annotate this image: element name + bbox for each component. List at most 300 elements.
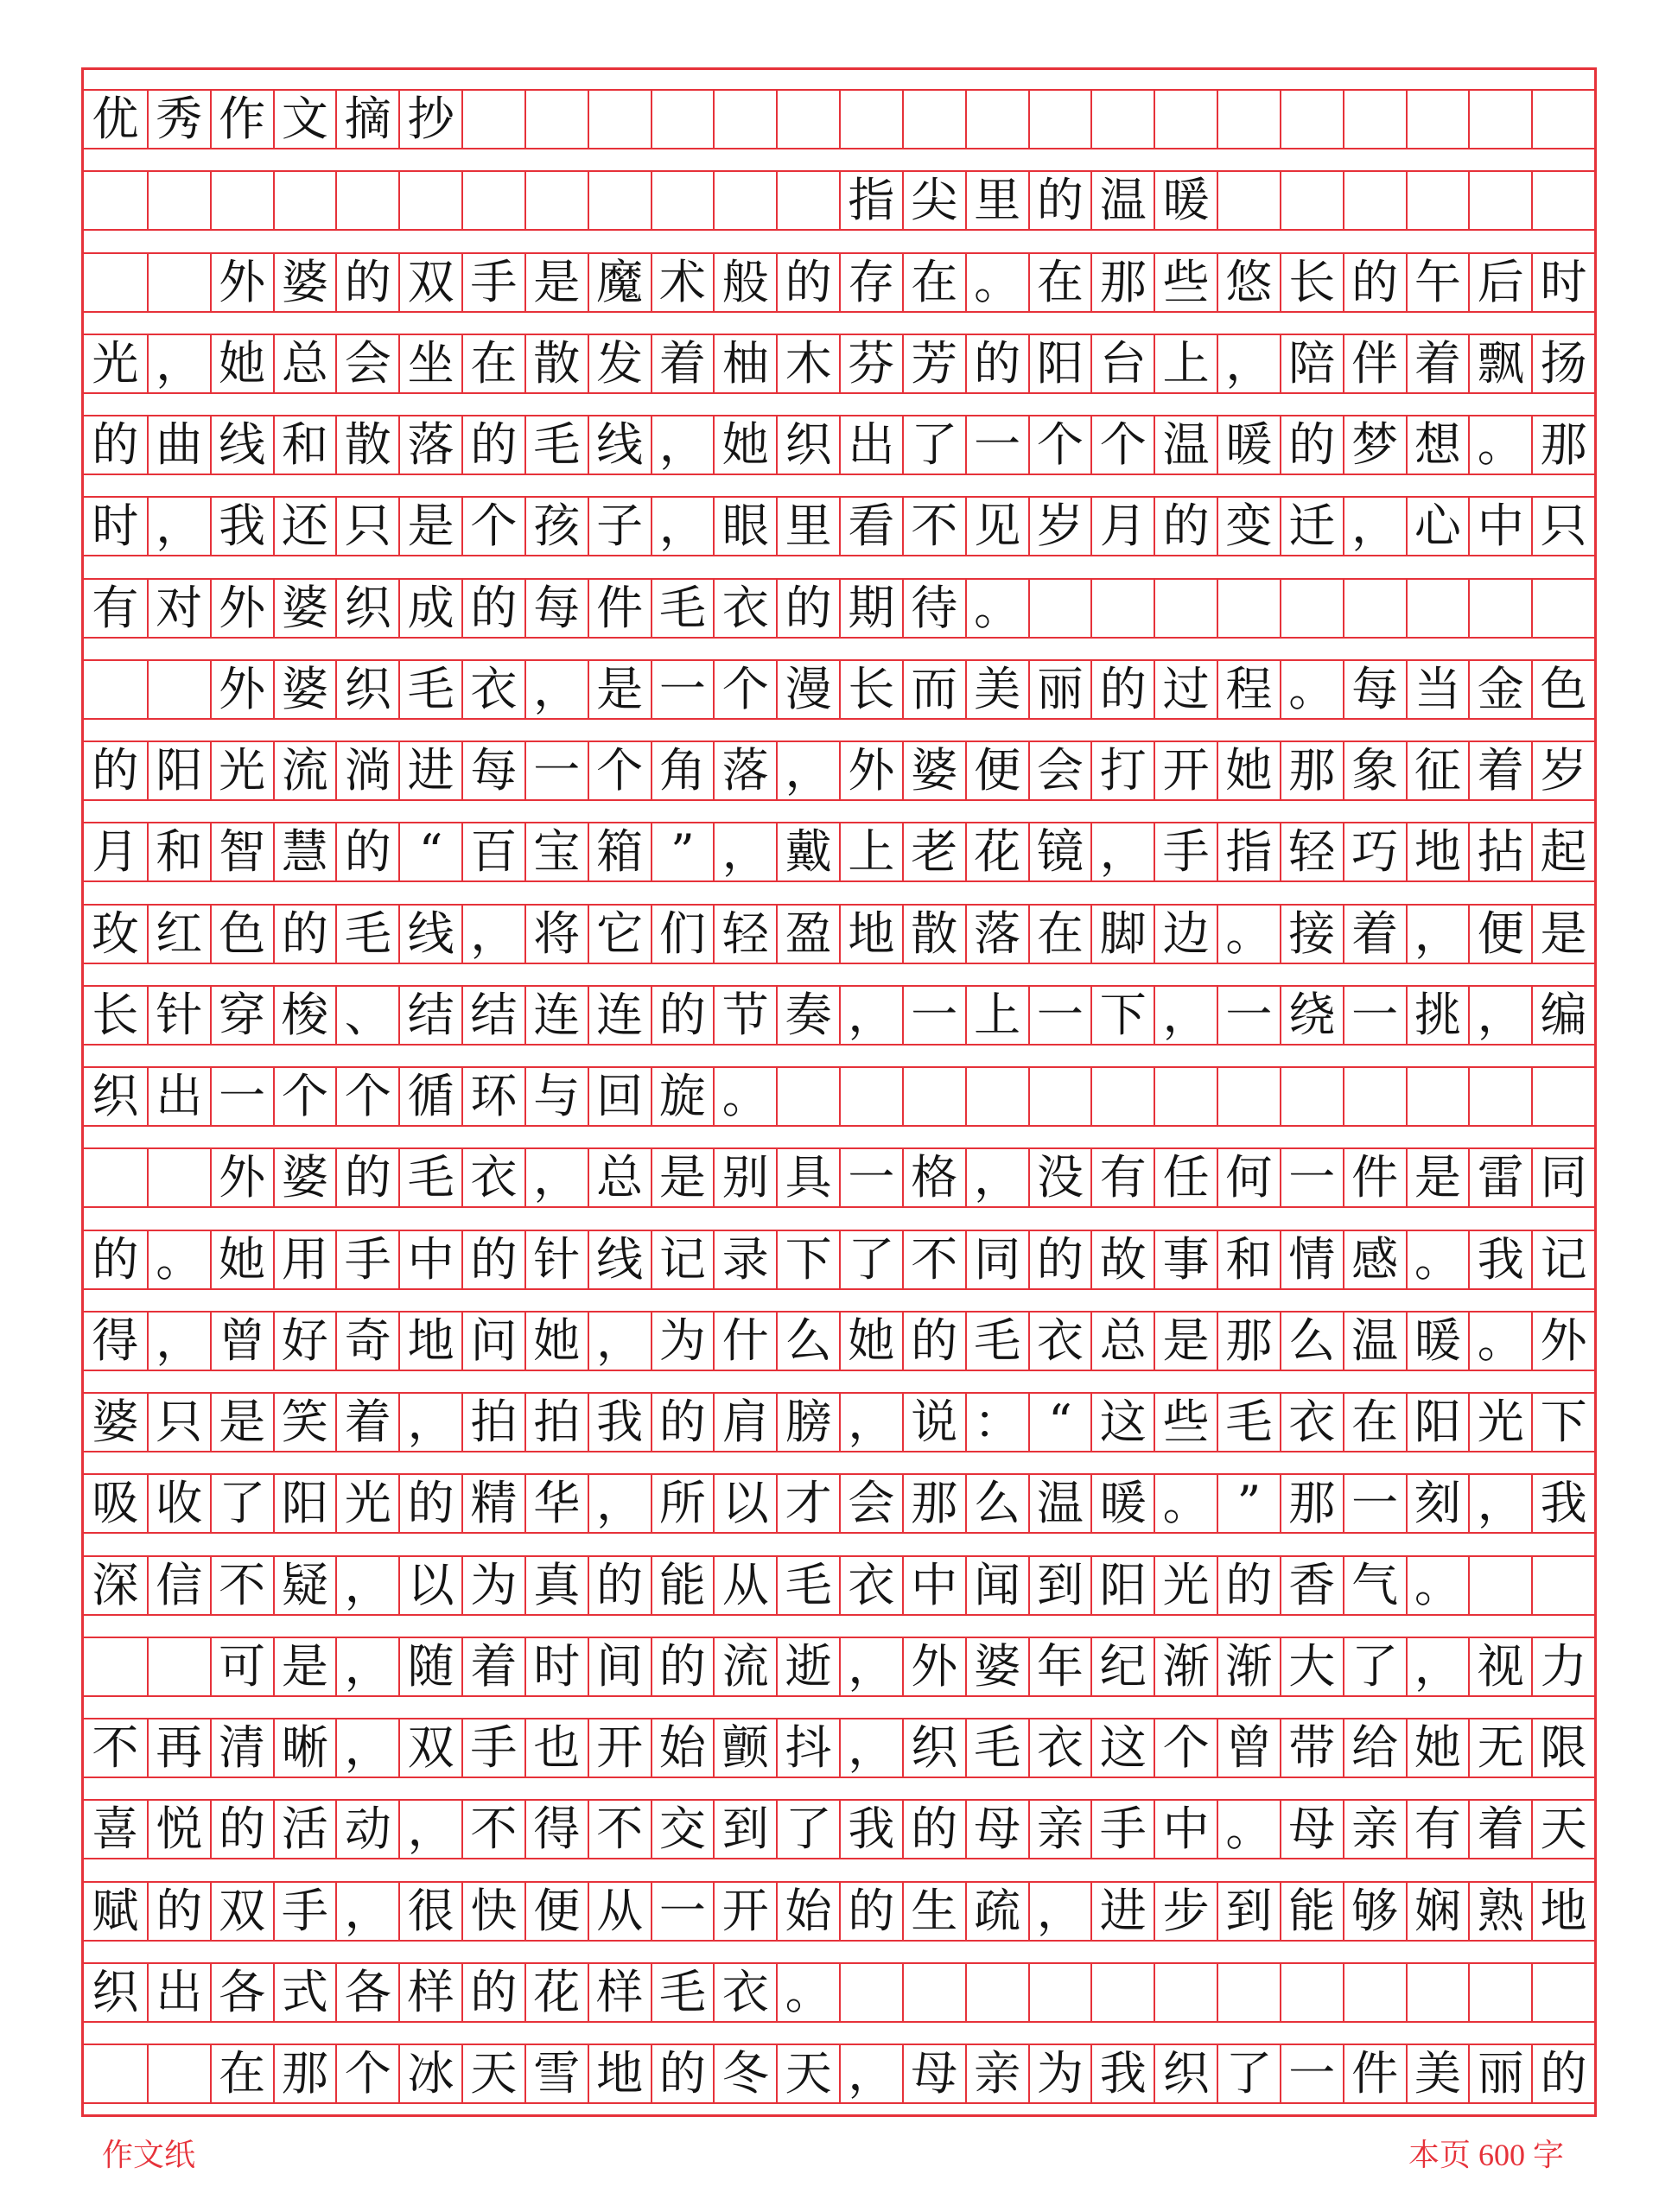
grid-cell: 了 [210, 1475, 273, 1532]
grid-cell: 她 [210, 335, 273, 392]
grid-cell: 的 [651, 1638, 714, 1695]
grid-cell: ， [1154, 987, 1217, 1044]
grid-cell: 外 [902, 1638, 965, 1695]
grid-cell: 流 [713, 1638, 776, 1695]
grid-cell: 我 [210, 498, 273, 555]
grid-cell: 毛 [398, 661, 461, 718]
grid-cell [1468, 172, 1531, 229]
grid-cell: 那 [1531, 416, 1594, 474]
grid-cell [713, 91, 776, 148]
grid-cell: 一 [1343, 987, 1406, 1044]
grid-cell: 熟 [1468, 1883, 1531, 1940]
grid-cell: 午 [1406, 254, 1469, 311]
grid-cell: 带 [1280, 1719, 1343, 1777]
grid-cell: 和 [1217, 1231, 1280, 1288]
grid-cell: 与 [524, 1068, 588, 1125]
grid-cell [1468, 1068, 1531, 1125]
grid-cell: 记 [651, 1231, 714, 1288]
grid-cell [1406, 172, 1469, 229]
grid-cell: 冰 [398, 2045, 461, 2102]
grid-cell: 光 [335, 1475, 398, 1532]
grid-cell: 各 [335, 1964, 398, 2021]
grid-cell [461, 91, 524, 148]
grid-cell: 真 [524, 1557, 588, 1614]
text-row [84, 1637, 1594, 1697]
grid-cell: 落 [713, 742, 776, 799]
grid-cell: 样 [398, 1964, 461, 2021]
grid-cell [1217, 1068, 1280, 1125]
grid-cell: ” [1217, 1475, 1280, 1532]
grid-cell: 她 [1406, 1719, 1469, 1777]
grid-cell: 织 [92, 1964, 139, 2019]
grid-cell: 不 [461, 1801, 524, 1858]
grid-cell: 还 [273, 498, 336, 555]
grid-cell: 她 [839, 1313, 902, 1370]
grid-cell [147, 172, 210, 229]
grid-cell: 花 [524, 1964, 588, 2021]
text-row [84, 415, 1594, 475]
grid-cell: 织 [335, 580, 398, 637]
grid-cell [1090, 1068, 1154, 1125]
grid-cell: 连 [588, 987, 651, 1044]
grid-cell: 线 [588, 1231, 651, 1288]
grid-cell: 晰 [273, 1719, 336, 1777]
text-row [84, 1392, 1594, 1452]
grid-cell: 术 [651, 254, 714, 311]
grid-cell: 百 [461, 823, 524, 880]
grid-cell: 这 [1090, 1719, 1154, 1777]
grid-cell: 外 [839, 742, 902, 799]
grid-cell: 亲 [965, 2045, 1028, 2102]
grid-cell: 喜 [92, 1802, 139, 1857]
grid-cell [1154, 580, 1217, 637]
grid-cell: 那 [1280, 1475, 1343, 1532]
grid-cell: ， [839, 987, 902, 1044]
grid-cell: 视 [1468, 1638, 1531, 1695]
grid-cell: 婆 [273, 254, 336, 311]
grid-cell: 可 [210, 1638, 273, 1695]
grid-cell [1531, 580, 1594, 637]
grid-cell [1406, 1964, 1469, 2021]
grid-cell: 。 [1217, 1801, 1280, 1858]
grid-cell [902, 91, 965, 148]
grid-cell: 笑 [273, 1394, 336, 1451]
grid-cell: 双 [210, 1883, 273, 1940]
grid-cell: 为 [1028, 2045, 1091, 2102]
grid-cell: 的 [902, 1313, 965, 1370]
grid-cell: 各 [210, 1964, 273, 2021]
grid-cell: 双 [398, 1719, 461, 1777]
grid-cell: 光 [92, 335, 139, 391]
grid-cell: 疏 [965, 1883, 1028, 1940]
grid-cell: ， [588, 1475, 651, 1532]
grid-cell: 岁 [1028, 498, 1091, 555]
grid-cell: “ [1028, 1394, 1091, 1451]
grid-cell: 情 [1280, 1231, 1343, 1288]
grid-cell: ， [147, 1313, 210, 1370]
grid-cell: 一 [1343, 1475, 1406, 1532]
grid-cell: 个 [1028, 416, 1091, 474]
grid-cell: 芳 [902, 335, 965, 392]
grid-cell: 中 [398, 1231, 461, 1288]
grid-cell: 出 [147, 1068, 210, 1125]
grid-cell [965, 1964, 1028, 2021]
grid-cell: 织 [902, 1719, 965, 1777]
grid-cell: 在 [1028, 254, 1091, 311]
grid-cell: 丽 [1468, 2045, 1531, 2102]
grid-cell: 们 [651, 906, 714, 963]
grid-cell [1280, 172, 1343, 229]
grid-cell: 吸 [92, 1476, 139, 1531]
grid-cell: 是 [1406, 1149, 1469, 1206]
grid-cell: 么 [1280, 1313, 1343, 1370]
grid-cell: 将 [524, 906, 588, 963]
grid-cell: 扬 [1531, 335, 1594, 392]
grid-cell: 外 [210, 580, 273, 637]
grid-cell: 进 [398, 742, 461, 799]
grid-cell: 曲 [147, 416, 210, 474]
grid-cell [713, 172, 776, 229]
text-row [84, 1799, 1594, 1859]
grid-cell [1028, 1964, 1091, 2021]
grid-cell: 中 [902, 1557, 965, 1614]
grid-cell: ， [1090, 823, 1154, 880]
grid-cell: 地 [1406, 823, 1469, 880]
grid-cell: 只 [335, 498, 398, 555]
grid-cell: 香 [1280, 1557, 1343, 1614]
grid-cell: 衣 [839, 1557, 902, 1614]
grid-cell: 织 [1154, 2045, 1217, 2102]
grid-cell: 秀 [147, 91, 210, 148]
grid-cell: 。 [1468, 416, 1531, 474]
grid-cell: 漫 [776, 661, 839, 718]
grid-cell: 结 [461, 987, 524, 1044]
grid-cell: 些 [1154, 254, 1217, 311]
grid-cell [1090, 91, 1154, 148]
grid-cell: 着 [461, 1638, 524, 1695]
grid-cell: 随 [398, 1638, 461, 1695]
grid-cell: 时 [524, 1638, 588, 1695]
grid-cell: 到 [1028, 1557, 1091, 1614]
grid-cell: 也 [524, 1719, 588, 1777]
grid-cell: 故 [1090, 1231, 1154, 1288]
grid-cell [776, 91, 839, 148]
grid-cell [273, 172, 336, 229]
grid-cell: 象 [1343, 742, 1406, 799]
grid-cell: 着 [1468, 742, 1531, 799]
grid-cell: 够 [1343, 1883, 1406, 1940]
grid-cell: 和 [147, 823, 210, 880]
grid-cell: 发 [588, 335, 651, 392]
grid-cell: 是 [1531, 906, 1594, 963]
grid-cell: 式 [273, 1964, 336, 2021]
grid-cell: 长 [839, 661, 902, 718]
grid-cell: 的 [839, 1883, 902, 1940]
grid-cell: 气 [1343, 1557, 1406, 1614]
grid-cell [1028, 1068, 1091, 1125]
grid-cell: 花 [965, 823, 1028, 880]
grid-cell: 下 [1531, 1394, 1594, 1451]
grid-cell: 脚 [1090, 906, 1154, 963]
grid-cell: 线 [588, 416, 651, 474]
grid-cell: 我 [839, 1801, 902, 1858]
grid-cell: 是 [588, 661, 651, 718]
grid-cell: 有 [1090, 1149, 1154, 1206]
grid-cell: 落 [965, 906, 1028, 963]
grid-cell: 的 [147, 1883, 210, 1940]
grid-cell [1217, 1964, 1280, 2021]
grid-cell: 每 [1343, 661, 1406, 718]
grid-cell: ， [1468, 987, 1531, 1044]
grid-cell: 眼 [713, 498, 776, 555]
grid-cell: 边 [1154, 906, 1217, 963]
grid-cell: 悦 [147, 1801, 210, 1858]
grid-cell: 线 [398, 906, 461, 963]
grid-cell: 我 [1468, 1231, 1531, 1288]
grid-cell: 能 [651, 1557, 714, 1614]
grid-cell: 巧 [1343, 823, 1406, 880]
grid-cell: 从 [713, 1557, 776, 1614]
text-row [84, 1555, 1594, 1616]
grid-cell: 始 [651, 1719, 714, 1777]
grid-cell: 母 [902, 2045, 965, 2102]
grid-cell [1154, 1964, 1217, 2021]
grid-cell: 是 [398, 498, 461, 555]
grid-cell: 母 [965, 1801, 1028, 1858]
grid-cell: 样 [588, 1964, 651, 2021]
grid-cell: ， [335, 1638, 398, 1695]
grid-cell: 的 [651, 2045, 714, 2102]
grid-cell: 以 [713, 1475, 776, 1532]
grid-cell: 是 [524, 254, 588, 311]
grid-cell: 里 [965, 172, 1028, 229]
grid-cell: 到 [1217, 1883, 1280, 1940]
grid-cell: 线 [210, 416, 273, 474]
grid-cell: 衣 [713, 1964, 776, 2021]
grid-cell: 待 [902, 580, 965, 637]
grid-cell: 上 [965, 987, 1028, 1044]
grid-cell: 我 [1090, 2045, 1154, 2102]
grid-cell: 婆 [965, 1638, 1028, 1695]
grid-cell: 散 [902, 906, 965, 963]
grid-cell: 上 [839, 823, 902, 880]
grid-cell: 。 [965, 580, 1028, 637]
grid-cell: 优 [92, 92, 139, 146]
grid-cell: ， [398, 1801, 461, 1858]
grid-cell [335, 172, 398, 229]
grid-cell [651, 91, 714, 148]
grid-cell: 格 [902, 1149, 965, 1206]
grid-cell: 针 [147, 987, 210, 1044]
grid-cell: 的 [335, 254, 398, 311]
grid-cell: 个 [588, 742, 651, 799]
grid-cell: 毛 [651, 580, 714, 637]
grid-cell: 的 [1028, 172, 1091, 229]
grid-cell: 暖 [1217, 416, 1280, 474]
grid-cell [651, 172, 714, 229]
grid-cell: 用 [273, 1231, 336, 1288]
grid-cell: 。 [1406, 1557, 1469, 1614]
grid-cell: 看 [839, 498, 902, 555]
grid-cell: 变 [1217, 498, 1280, 555]
grid-cell: 说 [902, 1394, 965, 1451]
grid-cell: 的 [92, 1231, 139, 1287]
text-row [84, 1147, 1594, 1208]
grid-cell [1280, 91, 1343, 148]
grid-cell [588, 172, 651, 229]
grid-cell: 那 [1280, 742, 1343, 799]
grid-cell: 不 [588, 1801, 651, 1858]
grid-cell: 的 [588, 1557, 651, 1614]
grid-cell [588, 91, 651, 148]
grid-cell: 始 [776, 1883, 839, 1940]
grid-cell: 精 [461, 1475, 524, 1532]
grid-cell [84, 661, 147, 718]
grid-cell: 绕 [1280, 987, 1343, 1044]
grid-cell: 是 [1154, 1313, 1217, 1370]
grid-cell: 魔 [588, 254, 651, 311]
grid-cell: 同 [1531, 1149, 1594, 1206]
grid-cell [1406, 1068, 1469, 1125]
text-row [84, 822, 1594, 882]
grid-cell: 记 [1531, 1231, 1594, 1288]
grid-cell: 迁 [1280, 498, 1343, 555]
grid-cell: ， [335, 1883, 398, 1940]
grid-cell: 总 [273, 335, 336, 392]
grid-cell: 程 [1217, 661, 1280, 718]
grid-cell: 便 [524, 1883, 588, 1940]
paper-type-label: 作文纸 [102, 2138, 196, 2172]
grid-cell: 毛 [651, 1964, 714, 2021]
grid-cell: 外 [210, 1149, 273, 1206]
grid-cell: 才 [776, 1475, 839, 1532]
grid-cell: ， [147, 498, 210, 555]
grid-cell: 清 [210, 1719, 273, 1777]
grid-cell [147, 1638, 210, 1695]
grid-cell [1280, 1964, 1343, 2021]
grid-cell: 一 [1280, 2045, 1343, 2102]
grid-cell: 外 [210, 661, 273, 718]
grid-cell: ， [651, 416, 714, 474]
grid-cell: 长 [1280, 254, 1343, 311]
grid-cell: 阳 [1090, 1557, 1154, 1614]
grid-cell: 些 [1154, 1394, 1217, 1451]
grid-cell: 她 [210, 1231, 273, 1288]
grid-cell: 编 [1531, 987, 1594, 1044]
grid-cell: 般 [713, 254, 776, 311]
text-row [84, 578, 1594, 639]
header-row [84, 89, 1594, 149]
grid-cell: 手 [461, 1719, 524, 1777]
grid-cell: 不 [210, 1557, 273, 1614]
grid-cell [839, 91, 902, 148]
grid-cell [839, 1964, 902, 2021]
grid-cell: 没 [1028, 1149, 1091, 1206]
grid-cell: 衣 [461, 1149, 524, 1206]
grid-cell [965, 91, 1028, 148]
grid-cell: ， [839, 2045, 902, 2102]
text-row [84, 1881, 1594, 1942]
grid-cell: 手 [335, 1231, 398, 1288]
grid-cell: 织 [776, 416, 839, 474]
grid-cell: 、 [335, 987, 398, 1044]
grid-cell: 而 [902, 661, 965, 718]
text-row [84, 1311, 1594, 1371]
grid-cell [1154, 91, 1217, 148]
grid-cell: 的 [398, 1475, 461, 1532]
grid-cell: 暖 [1406, 1313, 1469, 1370]
grid-cell [1343, 1964, 1406, 2021]
grid-cell: 光 [1468, 1394, 1531, 1451]
grid-cell: 从 [588, 1883, 651, 1940]
grid-cell: 毛 [398, 1149, 461, 1206]
grid-cell: 她 [713, 416, 776, 474]
grid-cell: 只 [1531, 498, 1594, 555]
grid-cell: 着 [651, 335, 714, 392]
grid-cell: 录 [713, 1231, 776, 1288]
grid-cell: 角 [651, 742, 714, 799]
grid-cell: ， [839, 1719, 902, 1777]
grid-cell [1531, 91, 1594, 148]
grid-cell [1343, 91, 1406, 148]
grid-cell: 丽 [1028, 661, 1091, 718]
grid-cell: 月 [1090, 498, 1154, 555]
grid-cell: 孩 [524, 498, 588, 555]
grid-cell: ， [839, 1394, 902, 1451]
grid-cell: 衣 [1028, 1313, 1091, 1370]
grid-cell [1406, 580, 1469, 637]
grid-cell: 上 [1154, 335, 1217, 392]
grid-cell: ， [1406, 906, 1469, 963]
grid-cell: 循 [398, 1068, 461, 1125]
grid-cell: 的 [776, 254, 839, 311]
text-row [84, 2044, 1594, 2104]
grid-cell: 暖 [1090, 1475, 1154, 1532]
grid-cell: 毛 [776, 1557, 839, 1614]
grid-cell: 再 [147, 1719, 210, 1777]
grid-cell: 见 [965, 498, 1028, 555]
grid-cell: 的 [965, 335, 1028, 392]
grid-cell: 的 [92, 417, 139, 472]
grid-cell: 光 [1154, 1557, 1217, 1614]
grid-cell: 膀 [776, 1394, 839, 1451]
grid-cell: 着 [335, 1394, 398, 1451]
grid-cell: 出 [839, 416, 902, 474]
grid-cell: 毛 [965, 1313, 1028, 1370]
grid-cell: 。 [965, 254, 1028, 311]
grid-cell: ， [839, 1638, 902, 1695]
grid-cell [461, 172, 524, 229]
grid-cell: 疑 [273, 1557, 336, 1614]
text-row [84, 252, 1594, 313]
grid-cell: 下 [1090, 987, 1154, 1044]
grid-cell: 同 [965, 1231, 1028, 1288]
grid-cell: 阳 [1028, 335, 1091, 392]
grid-cell: 柚 [713, 335, 776, 392]
grid-cell: 手 [1154, 823, 1217, 880]
grid-cell: 外 [210, 254, 273, 311]
grid-cell: 的 [461, 416, 524, 474]
grid-cell: 只 [147, 1394, 210, 1451]
grid-cell [1217, 172, 1280, 229]
grid-cell: 玫 [92, 906, 139, 961]
grid-cell: 打 [1090, 742, 1154, 799]
grid-cell: 文 [273, 91, 336, 148]
grid-cell: 个 [713, 661, 776, 718]
grid-cell [524, 172, 588, 229]
grid-cell: ， [965, 1149, 1028, 1206]
grid-cell: 一 [839, 1149, 902, 1206]
